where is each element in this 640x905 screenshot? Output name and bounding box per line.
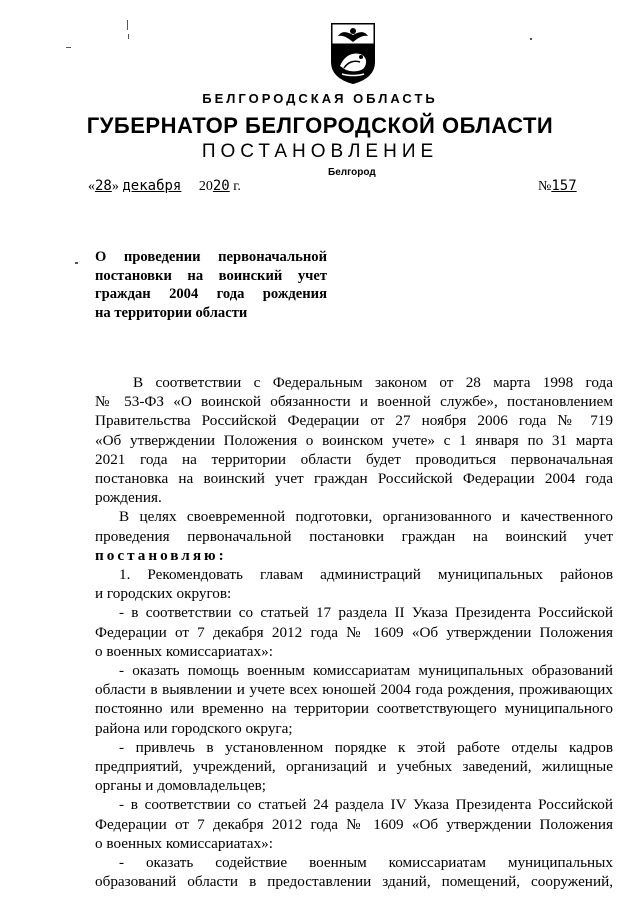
body-line: предприятий, учреждений, организаций и учебных заведений, жилищные <box>95 758 613 776</box>
body-line: и городских округов: <box>95 585 232 603</box>
body-line: - в соответствии со статьей 24 раздела IV Указа Президента Российской <box>119 796 613 814</box>
body-line: рождения. <box>95 489 162 507</box>
number-sign: № <box>538 179 552 194</box>
body-line: района или городского округа; <box>95 719 293 737</box>
body-line: Федерации от 7 декабря 2012 года № 1609 «Об утверждении Положения <box>95 623 613 641</box>
city-name: Белгород <box>328 167 376 178</box>
number-value: 157 <box>551 178 577 194</box>
coat-of-arms-emblem <box>330 22 376 84</box>
date-month: декабря <box>122 178 182 194</box>
body-line-resolve: постановляю: <box>95 546 227 564</box>
date-close-quote: » <box>111 179 119 194</box>
date-year-prefix: 20 <box>198 179 213 194</box>
body-line: № 53-ФЗ «О воинской обязанности и военной службе», постановлением <box>95 393 613 411</box>
body-line: органы и домовладельцев; <box>95 777 266 795</box>
body-line: Правительства Российской Федерации от 27 ноября 2006 года № 719 <box>95 412 613 430</box>
body-line: 2021 года на территории области будет проводиться первоначальная <box>95 450 613 468</box>
date-day: 28 <box>95 178 112 194</box>
decree-body <box>95 373 613 891</box>
body-line: - оказать содействие военным комиссариатам муниципальных <box>119 854 613 872</box>
region-heading: БЕЛГОРОДСКАЯ ОБЛАСТЬ <box>202 91 438 106</box>
body-line: образований области в предоставлении зданий, помещений, сооружений, <box>95 873 613 891</box>
body-line: постоянно или временно на территории соответствующего муниципального <box>95 700 613 718</box>
body-line: - в соответствии со статьей 17 раздела II Указа Президента Российской <box>119 604 613 622</box>
decree-number <box>538 178 577 195</box>
decree-title <box>95 248 327 322</box>
body-line: - привлечь в установленном порядке к этой работе отделы кадров <box>119 738 613 756</box>
title-line: граждан 2004 года рождения <box>95 286 327 302</box>
title-line: на территории области <box>95 304 248 321</box>
governor-heading: ГУБЕРНАТОР БЕЛГОРОДСКОЙ ОБЛАСТИ <box>86 113 554 138</box>
date-year-suffix: 20 <box>212 178 230 194</box>
document-type-heading: ПОСТАНОВЛЕНИЕ <box>201 141 439 162</box>
date-year-abbrev: г. <box>233 179 241 194</box>
body-line: о военных комиссариатах»: <box>95 834 273 852</box>
body-line: В целях своевременной подготовки, организованного и качественного <box>119 508 613 526</box>
body-line: В соответствии с Федеральным законом от 28 марта 1998 года <box>133 374 613 391</box>
body-line: области в выявлении и учете всех юношей 2004 года рождения, проживающих <box>95 681 613 699</box>
body-line: 1. Рекомендовать главам администраций муниципальных районов <box>119 566 613 584</box>
date-open-quote: « <box>88 179 95 194</box>
title-line: постановки на воинский учет <box>95 267 327 284</box>
body-line: проведения первоначальной постановки граждан на воинский учет <box>95 527 613 545</box>
decree-date <box>88 178 241 195</box>
body-line: постановка на воинский учет граждан Российской Федерации 2004 года <box>95 470 613 488</box>
body-line: - оказать помощь военным комиссариатам муниципальных образований <box>119 662 613 680</box>
body-line: «Об утверждении Положения о воинском учете» с 1 января по 31 марта <box>95 431 613 449</box>
body-line: о военных комиссариатах»: <box>95 642 273 660</box>
title-line: О проведении первоначальной <box>95 249 327 265</box>
body-line: Федерации от 7 декабря 2012 года № 1609 «Об утверждении Положения <box>95 815 613 833</box>
